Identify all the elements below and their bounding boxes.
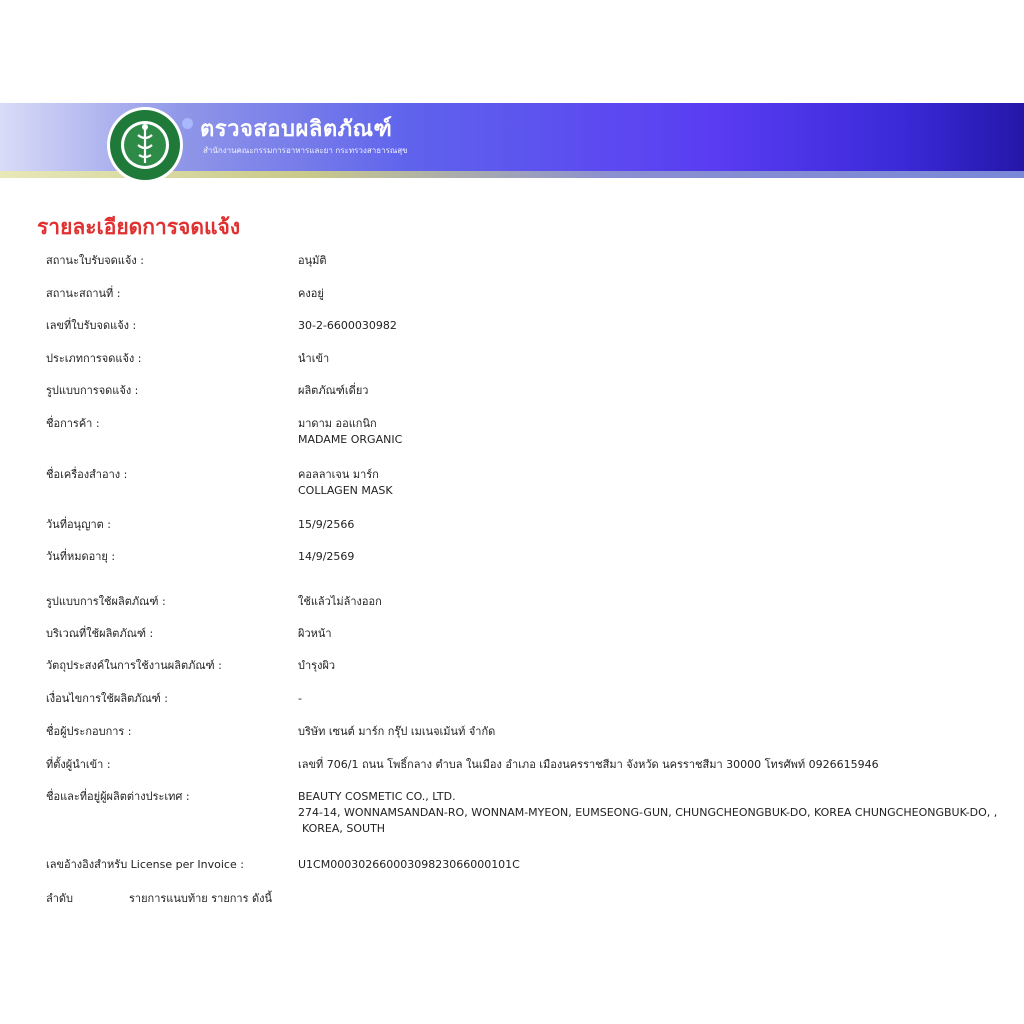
purpose-label: วัตถุประสงค์ในการใช้งานผลิตภัณฑ์ : <box>46 659 222 672</box>
trade-name-label: ชื่อการค้า : <box>46 417 100 430</box>
format-label: รูปแบบการจดแจ้ง : <box>46 384 139 397</box>
receipt-no-value: 30-2-6600030982 <box>298 319 397 332</box>
cosmetic-name-value <box>298 467 998 499</box>
attachment-items-header: รายการแนบท้าย รายการ ดังนี้ <box>129 892 273 905</box>
manufacturer-name: BEAUTY COSMETIC CO., LTD. <box>298 790 456 803</box>
purpose-value: บำรุงผิว <box>298 659 336 672</box>
approved-date-value: 15/9/2566 <box>298 518 355 531</box>
expiry-date-value: 14/9/2569 <box>298 550 355 563</box>
manufacturer-country: KOREA, SOUTH <box>302 822 386 835</box>
site-title: ตรวจสอบผลิตภัณฑ์ <box>200 117 393 142</box>
place-status-label: สถานะสถานที่ : <box>46 287 121 300</box>
usage-format-value: ใช้แล้วไม่ล้างออก <box>298 595 382 608</box>
operator-value: บริษัท เซนต์ มาร์ก กรุ๊ป เมเนจเม้นท์ จำกัด <box>298 725 496 738</box>
license-ref-value: U1CM00030266000309823066000101C <box>298 858 520 871</box>
receipt-no-label: เลขที่ใบรับจดแจ้ง : <box>46 319 137 332</box>
manufacturer-value <box>298 789 998 837</box>
expiry-date-label: วันที่หมดอายุ : <box>46 550 116 563</box>
condition-label: เงื่อนไขการใช้ผลิตภัณฑ์ : <box>46 692 169 705</box>
page-title: รายละเอียดการจดแจ้ง <box>37 215 241 239</box>
format-value: ผลิตภัณฑ์เดี่ยว <box>298 384 369 397</box>
type-label: ประเภทการจดแจ้ง : <box>46 352 142 365</box>
importer-address-label: ที่ตั้งผู้นำเข้า : <box>46 758 111 771</box>
status-label: สถานะใบรับจดแจ้ง : <box>46 254 144 267</box>
sequence-header: ลำดับ <box>46 892 74 905</box>
cosmetic-name-label: ชื่อเครื่องสำอาง : <box>46 468 128 481</box>
trade-name-english: MADAME ORGANIC <box>298 433 403 446</box>
trade-name-value <box>298 416 998 448</box>
site-subtitle: สำนักงานคณะกรรมการอาหารและยา กระทรวงสาธารณสุข <box>203 146 408 155</box>
license-ref-label: เลขอ้างอิงสำหรับ License per Invoice : <box>46 858 244 871</box>
usage-area-value: ผิวหน้า <box>298 627 332 640</box>
manufacturer-address-line: 274-14, WONNAMSANDAN-RO, WONNAM-MYEON, EUMSEONG-GUN, CHUNGCHEONGBUK-DO, KOREA CHUNGCHEONGBUK-DO, , <box>298 806 998 819</box>
type-value: นำเข้า <box>298 352 330 365</box>
status-value: อนุมัติ <box>298 254 327 267</box>
condition-value: - <box>298 692 302 705</box>
approved-date-label: วันที่อนุญาต : <box>46 518 111 531</box>
importer-address-value: เลขที่ 706/1 ถนน โพธิ์กลาง ตำบล ในเมือง อำเภอ เมืองนครราชสีมา จังหวัด นครราชสีมา 30000 โทรศัพท์ 0926615946 <box>298 758 879 771</box>
manufacturer-label: ชื่อและที่อยู่ผู้ผลิตต่างประเทศ : <box>46 790 190 803</box>
cosmetic-name-thai: คอลลาเจน มาร์ก <box>298 468 379 481</box>
usage-area-label: บริเวณที่ใช้ผลิตภัณฑ์ : <box>46 627 154 640</box>
usage-format-label: รูปแบบการใช้ผลิตภัณฑ์ : <box>46 595 166 608</box>
place-status-value: คงอยู่ <box>298 287 324 300</box>
trade-name-thai: มาดาม ออแกนิก <box>298 417 377 430</box>
cosmetic-name-english: COLLAGEN MASK <box>298 484 393 497</box>
operator-label: ชื่อผู้ประกอบการ : <box>46 725 132 738</box>
